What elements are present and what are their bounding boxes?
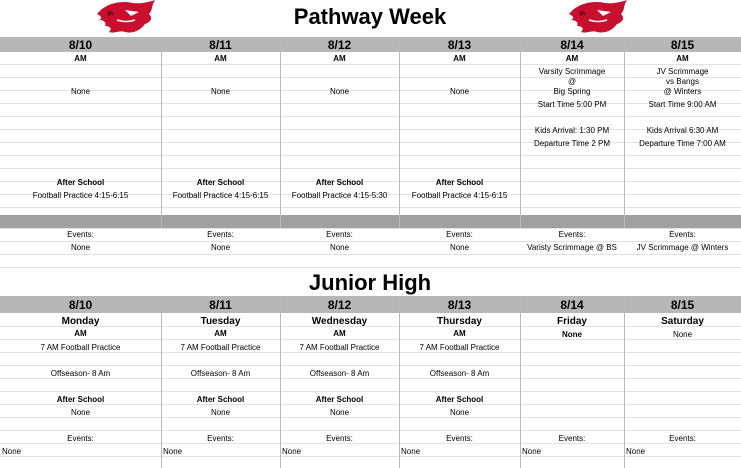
gridline bbox=[0, 365, 741, 366]
am-item: Varsity Scrimmage bbox=[538, 67, 606, 76]
after-school-label: After School bbox=[196, 178, 245, 187]
am-value: None bbox=[672, 330, 693, 339]
am-label: AM bbox=[74, 54, 87, 63]
am-item: Departure Time 7:00 AM bbox=[639, 139, 726, 148]
am-item: Start Time 5:00 PM bbox=[537, 100, 607, 109]
am-item: Offseason- 8 Am bbox=[429, 369, 490, 378]
event-value: None bbox=[626, 447, 646, 456]
section-title-junior-high: Junior High bbox=[308, 270, 432, 295]
gridline bbox=[0, 168, 741, 169]
am-item: 7 AM Football Practice bbox=[40, 343, 121, 352]
gridline bbox=[0, 254, 741, 255]
event-value: None bbox=[401, 447, 421, 456]
events-label: Events: bbox=[669, 230, 696, 239]
events-label: Events: bbox=[67, 434, 94, 443]
after-school-item: Football Practice 4:15-6:15 bbox=[172, 191, 269, 200]
event-value: None bbox=[70, 243, 91, 252]
gridline bbox=[0, 241, 741, 242]
after-school-label: After School bbox=[315, 178, 364, 187]
column-date: 8/13 bbox=[447, 38, 472, 52]
red-raider-mascot-icon bbox=[95, 0, 157, 36]
events-label: Events: bbox=[558, 230, 586, 239]
column-day: Friday bbox=[556, 316, 587, 327]
column-date: 8/11 bbox=[209, 298, 232, 312]
events-label: Events: bbox=[326, 434, 353, 443]
am-item: None bbox=[70, 87, 91, 96]
column-date: 8/10 bbox=[68, 298, 93, 312]
am-item: vs Bangs bbox=[666, 77, 699, 86]
event-value: None bbox=[2, 447, 22, 456]
am-item: Kids Arrival 6:30 AM bbox=[646, 126, 719, 135]
am-item: 7 AM Football Practice bbox=[419, 343, 500, 352]
column-day: Tuesday bbox=[200, 316, 241, 327]
am-item: Offseason- 8 Am bbox=[190, 369, 251, 378]
am-item: @ bbox=[567, 77, 577, 86]
gridline bbox=[0, 116, 741, 117]
event-value: None bbox=[449, 243, 470, 252]
column-day: Saturday bbox=[661, 316, 704, 327]
after-school-item: None bbox=[449, 408, 470, 417]
column-date: 8/11 bbox=[209, 38, 232, 52]
gridline bbox=[0, 64, 741, 65]
am-item: None bbox=[329, 87, 350, 96]
column-day: Wednesday bbox=[311, 316, 368, 327]
after-school-label: After School bbox=[435, 178, 484, 187]
column-date: 8/10 bbox=[68, 38, 93, 52]
after-school-item: None bbox=[70, 408, 91, 417]
page-title: Pathway Week bbox=[293, 4, 447, 29]
am-item: Offseason- 8 Am bbox=[309, 369, 370, 378]
column-date: 8/13 bbox=[447, 298, 472, 312]
events-label: Events: bbox=[67, 230, 94, 239]
event-value: Varisty Scrimmage @ BS bbox=[527, 243, 617, 252]
am-label: AM bbox=[214, 329, 227, 338]
am-value: None bbox=[562, 330, 582, 339]
event-value: JV Scrimmage @ Winters bbox=[636, 243, 729, 252]
am-item: 7 AM Football Practice bbox=[299, 343, 380, 352]
after-school-label: After School bbox=[196, 395, 245, 404]
am-label: AM bbox=[333, 329, 346, 338]
am-item: @ Winters bbox=[663, 87, 702, 96]
column-day: Monday bbox=[61, 316, 100, 327]
am-item: Big Spring bbox=[553, 87, 591, 96]
red-raider-mascot-icon bbox=[567, 0, 629, 36]
column-date: 8/14 bbox=[560, 38, 584, 52]
column-date: 8/12 bbox=[327, 298, 352, 312]
column-date: 8/12 bbox=[327, 38, 352, 52]
am-item: None bbox=[449, 87, 470, 96]
am-item: None bbox=[210, 87, 231, 96]
event-value: None bbox=[329, 243, 350, 252]
am-label: AM bbox=[453, 329, 466, 338]
am-item: Offseason- 8 Am bbox=[50, 369, 111, 378]
events-label: Events: bbox=[207, 230, 234, 239]
pathway-divider-band bbox=[0, 215, 741, 228]
am-item: 7 AM Football Practice bbox=[180, 343, 261, 352]
am-item: JV Scrimmage bbox=[656, 67, 709, 76]
gridline bbox=[0, 391, 741, 392]
column-date: 8/15 bbox=[670, 298, 695, 312]
after-school-label: After School bbox=[56, 178, 105, 187]
after-school-item: Football Practice 4:15-5:30 bbox=[291, 191, 388, 200]
column-day: Thursday bbox=[436, 316, 482, 327]
events-label: Events: bbox=[446, 434, 473, 443]
am-label: AM bbox=[74, 329, 87, 338]
after-school-item: None bbox=[210, 408, 231, 417]
event-value: None bbox=[163, 447, 183, 456]
am-item: Start Time 9:00 AM bbox=[648, 100, 717, 109]
after-school-label: After School bbox=[315, 395, 364, 404]
after-school-label: After School bbox=[435, 395, 484, 404]
events-label: Events: bbox=[207, 434, 234, 443]
gridline bbox=[0, 430, 741, 431]
am-label: AM bbox=[214, 54, 227, 63]
am-item: Kids Arrival: 1:30 PM bbox=[534, 126, 610, 135]
gridline bbox=[0, 207, 741, 208]
gridline bbox=[0, 155, 741, 156]
am-label: AM bbox=[333, 54, 346, 63]
events-label: Events: bbox=[326, 230, 353, 239]
events-label: Events: bbox=[558, 434, 586, 443]
am-label: AM bbox=[453, 54, 466, 63]
am-item: Departure Time 2 PM bbox=[533, 139, 611, 148]
after-school-label: After School bbox=[56, 395, 105, 404]
event-value: None bbox=[282, 447, 302, 456]
column-date: 8/15 bbox=[670, 38, 695, 52]
am-label: AM bbox=[676, 54, 689, 63]
after-school-item: Football Practice 4:15-6:15 bbox=[411, 191, 508, 200]
events-label: Events: bbox=[446, 230, 473, 239]
column-date: 8/14 bbox=[560, 298, 584, 312]
am-label: AM bbox=[565, 54, 579, 63]
events-label: Events: bbox=[669, 434, 696, 443]
after-school-item: Football Practice 4:15-6:15 bbox=[32, 191, 129, 200]
after-school-item: None bbox=[329, 408, 350, 417]
event-value: None bbox=[210, 243, 231, 252]
gridline bbox=[0, 267, 741, 268]
gridline bbox=[0, 228, 741, 229]
event-value: None bbox=[522, 447, 542, 456]
